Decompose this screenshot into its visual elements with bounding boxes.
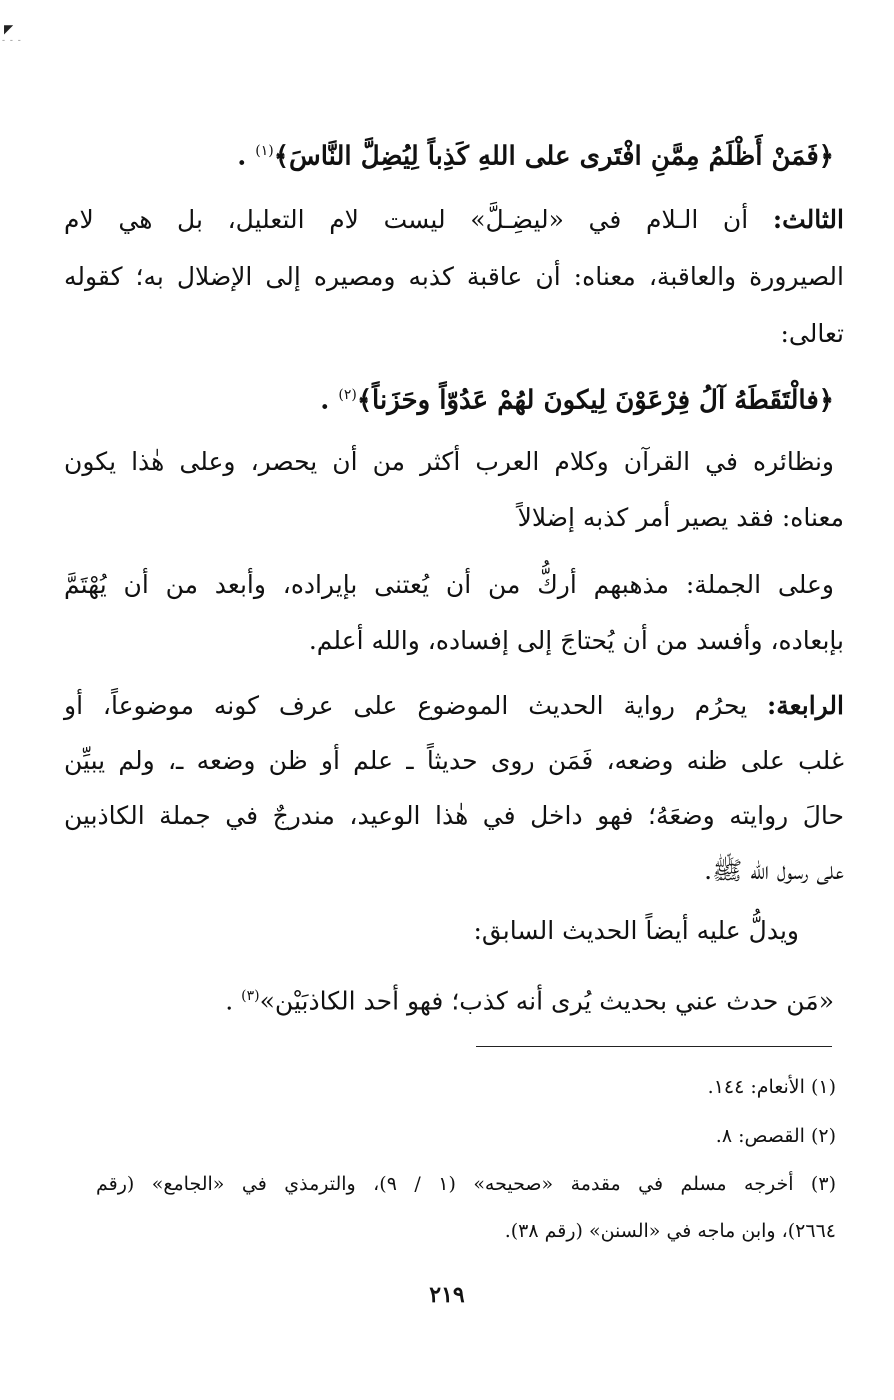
paragraph-nazair-line-2: معناه: فقد يصير أمر كذبه إضلالاً <box>517 503 844 532</box>
quran-verse-2 <box>54 375 834 415</box>
page-number: ٢١٩ <box>429 1282 465 1308</box>
paragraph-nazair-line-1: ونظائره في القرآن وكلام العرب أكثر من أن يحصر، وعلى هٰذا يكون <box>64 447 834 476</box>
period: . <box>237 141 256 172</box>
footnote-1: (١) الأنعام: ١٤٤. <box>707 1076 836 1098</box>
paragraph-evidence-line: ويدلُّ عليه أيضاً الحديث السابق: <box>473 916 799 945</box>
paragraph-fourth-line-1 <box>64 686 844 726</box>
footnote-divider <box>476 1046 832 1047</box>
corner-mark: ◤ <box>4 22 14 36</box>
paragraph-summary-line-1: وعلى الجملة: مذهبهم أركُّ من أن يُعتنى بإيراده، وأبعد من أن يُهْتَمَّ <box>64 570 834 599</box>
footnote-ref-2: (٢) <box>338 387 357 403</box>
footnote-2: (٢) القصص: ٨. <box>715 1125 836 1147</box>
paragraph-third-line-2: الصيرورة والعاقبة، معناه: أن عاقبة كذبه ومصيره إلى الإضلال به؛ كقوله <box>64 262 844 291</box>
footnote-3-line-1: (٣) أخرجه مسلم في مقدمة «صحيحه» (١ / ٩)، والترمذي في «الجامع» (رقم <box>96 1173 836 1195</box>
paragraph-fourth-line-4: على رسول الله ﷺ. <box>704 856 844 885</box>
verse-text: ﴿فَمَنْ أَظْلَمُ مِمَّنِ افْتَرى على اللهِ كَذِباً لِيُضِلَّ النَّاسَ﴾ <box>273 141 834 172</box>
verse-text: ﴿فالْتَقَطَهُ آلُ فِرْعَوْنَ لِيكونَ لهُمْ عَدُوّاً وحَزَناً﴾ <box>356 385 834 416</box>
hadith-quote <box>54 976 834 1016</box>
footnote-ref-3: (٣) <box>241 988 260 1004</box>
hadith-text: «مَن حدث عني بحديث يُرى أنه كذب؛ فهو أحد الكاذبَيْن» <box>259 986 834 1016</box>
line-text: يحرُم رواية الحديث الموضوع على عرف كونه موضوعاً، أو <box>64 691 748 720</box>
line-text: أن الـلام في «ليضِـلَّ» ليست لام التعليل، بل هي لام <box>64 205 749 234</box>
paragraph-third-line-1 <box>64 200 844 240</box>
period: . <box>225 986 242 1016</box>
quran-verse-1 <box>54 131 834 171</box>
edge-mark: - - - <box>2 36 22 46</box>
section-lead-fourth: الرابعة: <box>767 691 844 720</box>
footnote-3-line-2: ٢٦٦٤)، وابن ماجه في «السنن» (رقم ٣٨). <box>504 1220 836 1242</box>
paragraph-third-line-3: تعالى: <box>780 319 844 348</box>
paragraph-fourth-line-2: غلب على ظنه وضعه، فَمَن روى حديثاً ـ علم أو ظن وضعه ـ، ولم يبيِّن <box>64 746 844 775</box>
paragraph-fourth-line-3: حالَ روايته وضعَهُ؛ فهو داخل في هٰذا الوعيد، مندرجٌ في جملة الكاذبين <box>64 801 844 830</box>
footnote-ref-1: (١) <box>255 143 274 159</box>
section-lead-third: الثالث: <box>772 205 844 234</box>
period: . <box>320 385 339 416</box>
paragraph-summary-line-2: بإبعاده، وأفسد من أن يُحتاجَ إلى إفساده، والله أعلم. <box>308 626 844 655</box>
